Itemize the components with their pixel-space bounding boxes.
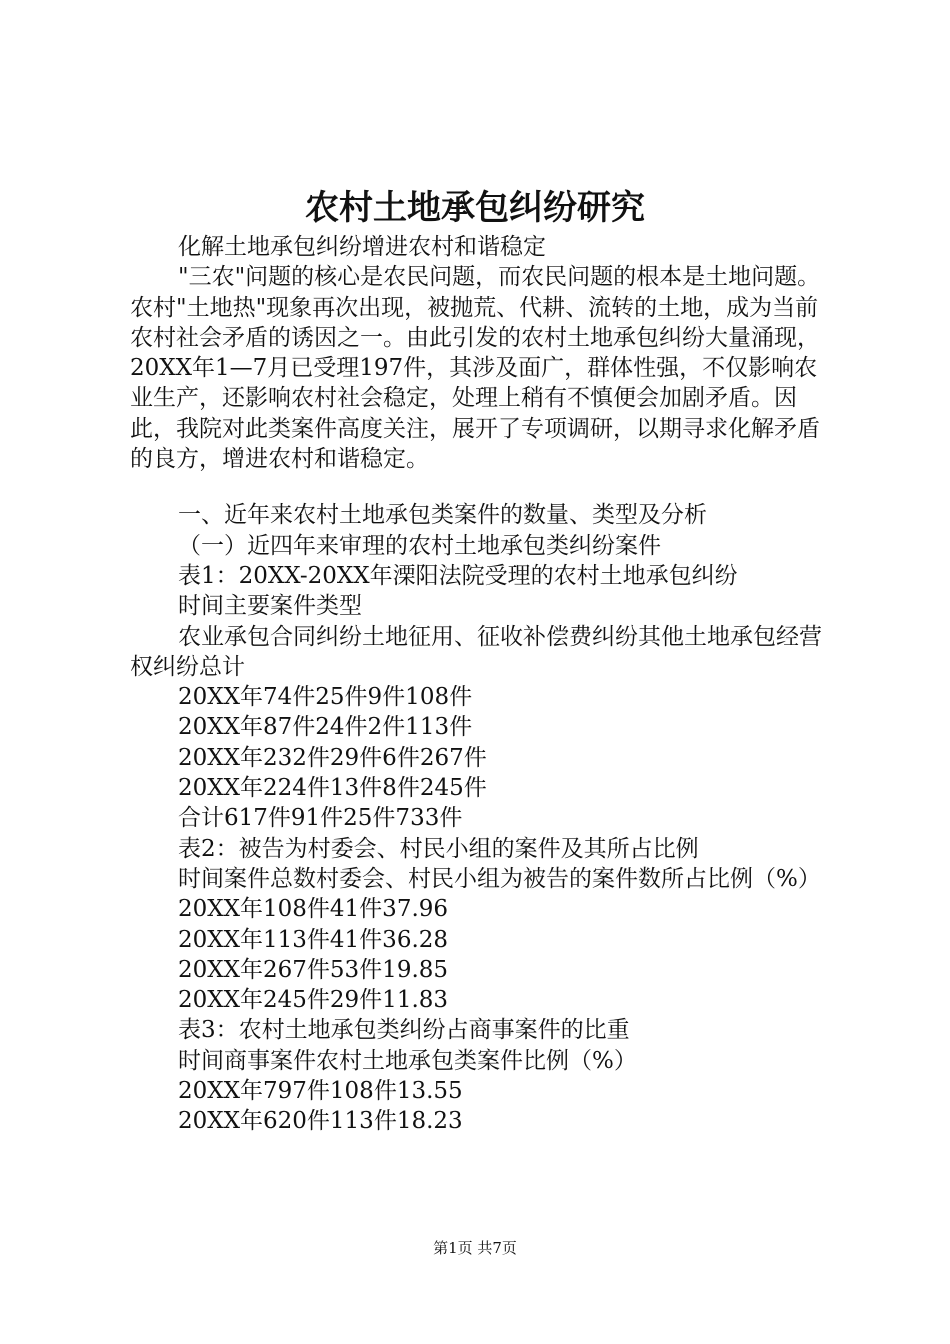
table2-row: 20XX年245件29件11.83 [178, 987, 449, 1014]
table2-row: 20XX年267件53件19.85 [178, 956, 449, 983]
page-footer: 第1页 共7页 [433, 1239, 517, 1257]
paragraph-gap [130, 474, 835, 500]
table1-row: 20XX年224件13件8件245件 [178, 775, 487, 802]
table1-caption: 表1：20XX-20XX年溧阳法院受理的农村土地承包纠纷 [178, 562, 738, 589]
table1-row: 20XX年232件29件6件267件 [178, 744, 487, 771]
table1-subheader: 农业承包合同纠纷土地征用、征收补偿费纠纷其他土地承包经营权纠纷总计 [130, 623, 822, 680]
table1-row: 20XX年74件25件9件108件 [178, 684, 473, 711]
section-heading: 一、近年来农村土地承包类案件的数量、类型及分析 [178, 502, 707, 529]
table2-header: 时间案件总数村委会、村民小组为被告的案件数所占比例（%） [178, 865, 821, 892]
subtitle-paragraph: 化解土地承包纠纷增进农村和谐稳定 [178, 234, 546, 260]
document-body [130, 232, 835, 1137]
intro-paragraph: "三农"问题的核心是农民问题，而农民问题的根本是土地问题。农村"土地热"现象再次出现，被抛荒、代耕、流转的土地，成为当前农村社会矛盾的诱因之一。由此引发的农村土地承包纠纷大量涌现，20XX年1—7月已受理197件，其涉及面广，群体性强，不仅影响农业生产，还影响农村社会稳定，处理上稍有不慎便会加剧矛盾。因此，我院对此类案件高度关注，展开了专项调研，以期寻求化解矛盾的良方，增进农村和谐稳定。 [130, 264, 821, 473]
page-title: 农村土地承包纠纷研究 [305, 188, 645, 228]
table1-row: 20XX年87件24件2件113件 [178, 714, 473, 741]
table2-caption: 表2：被告为村委会、村民小组的案件及其所占比例 [178, 835, 699, 862]
table3-header: 时间商事案件农村土地承包类案件比例（%） [178, 1047, 637, 1074]
table3-row: 20XX年620件113件18.23 [178, 1108, 463, 1135]
table2-row: 20XX年113件41件36.28 [178, 926, 449, 953]
table1-total-row: 合计617件91件25件733件 [178, 805, 463, 832]
subsection-heading: （一）近四年来审理的农村土地承包类纠纷案件 [178, 532, 661, 559]
table3-row: 20XX年797件108件13.55 [178, 1078, 463, 1105]
table3-caption: 表3：农村土地承包类纠纷占商事案件的比重 [178, 1017, 630, 1044]
table1-header: 时间主要案件类型 [178, 593, 362, 620]
table2-row: 20XX年108件41件37.96 [178, 896, 449, 923]
